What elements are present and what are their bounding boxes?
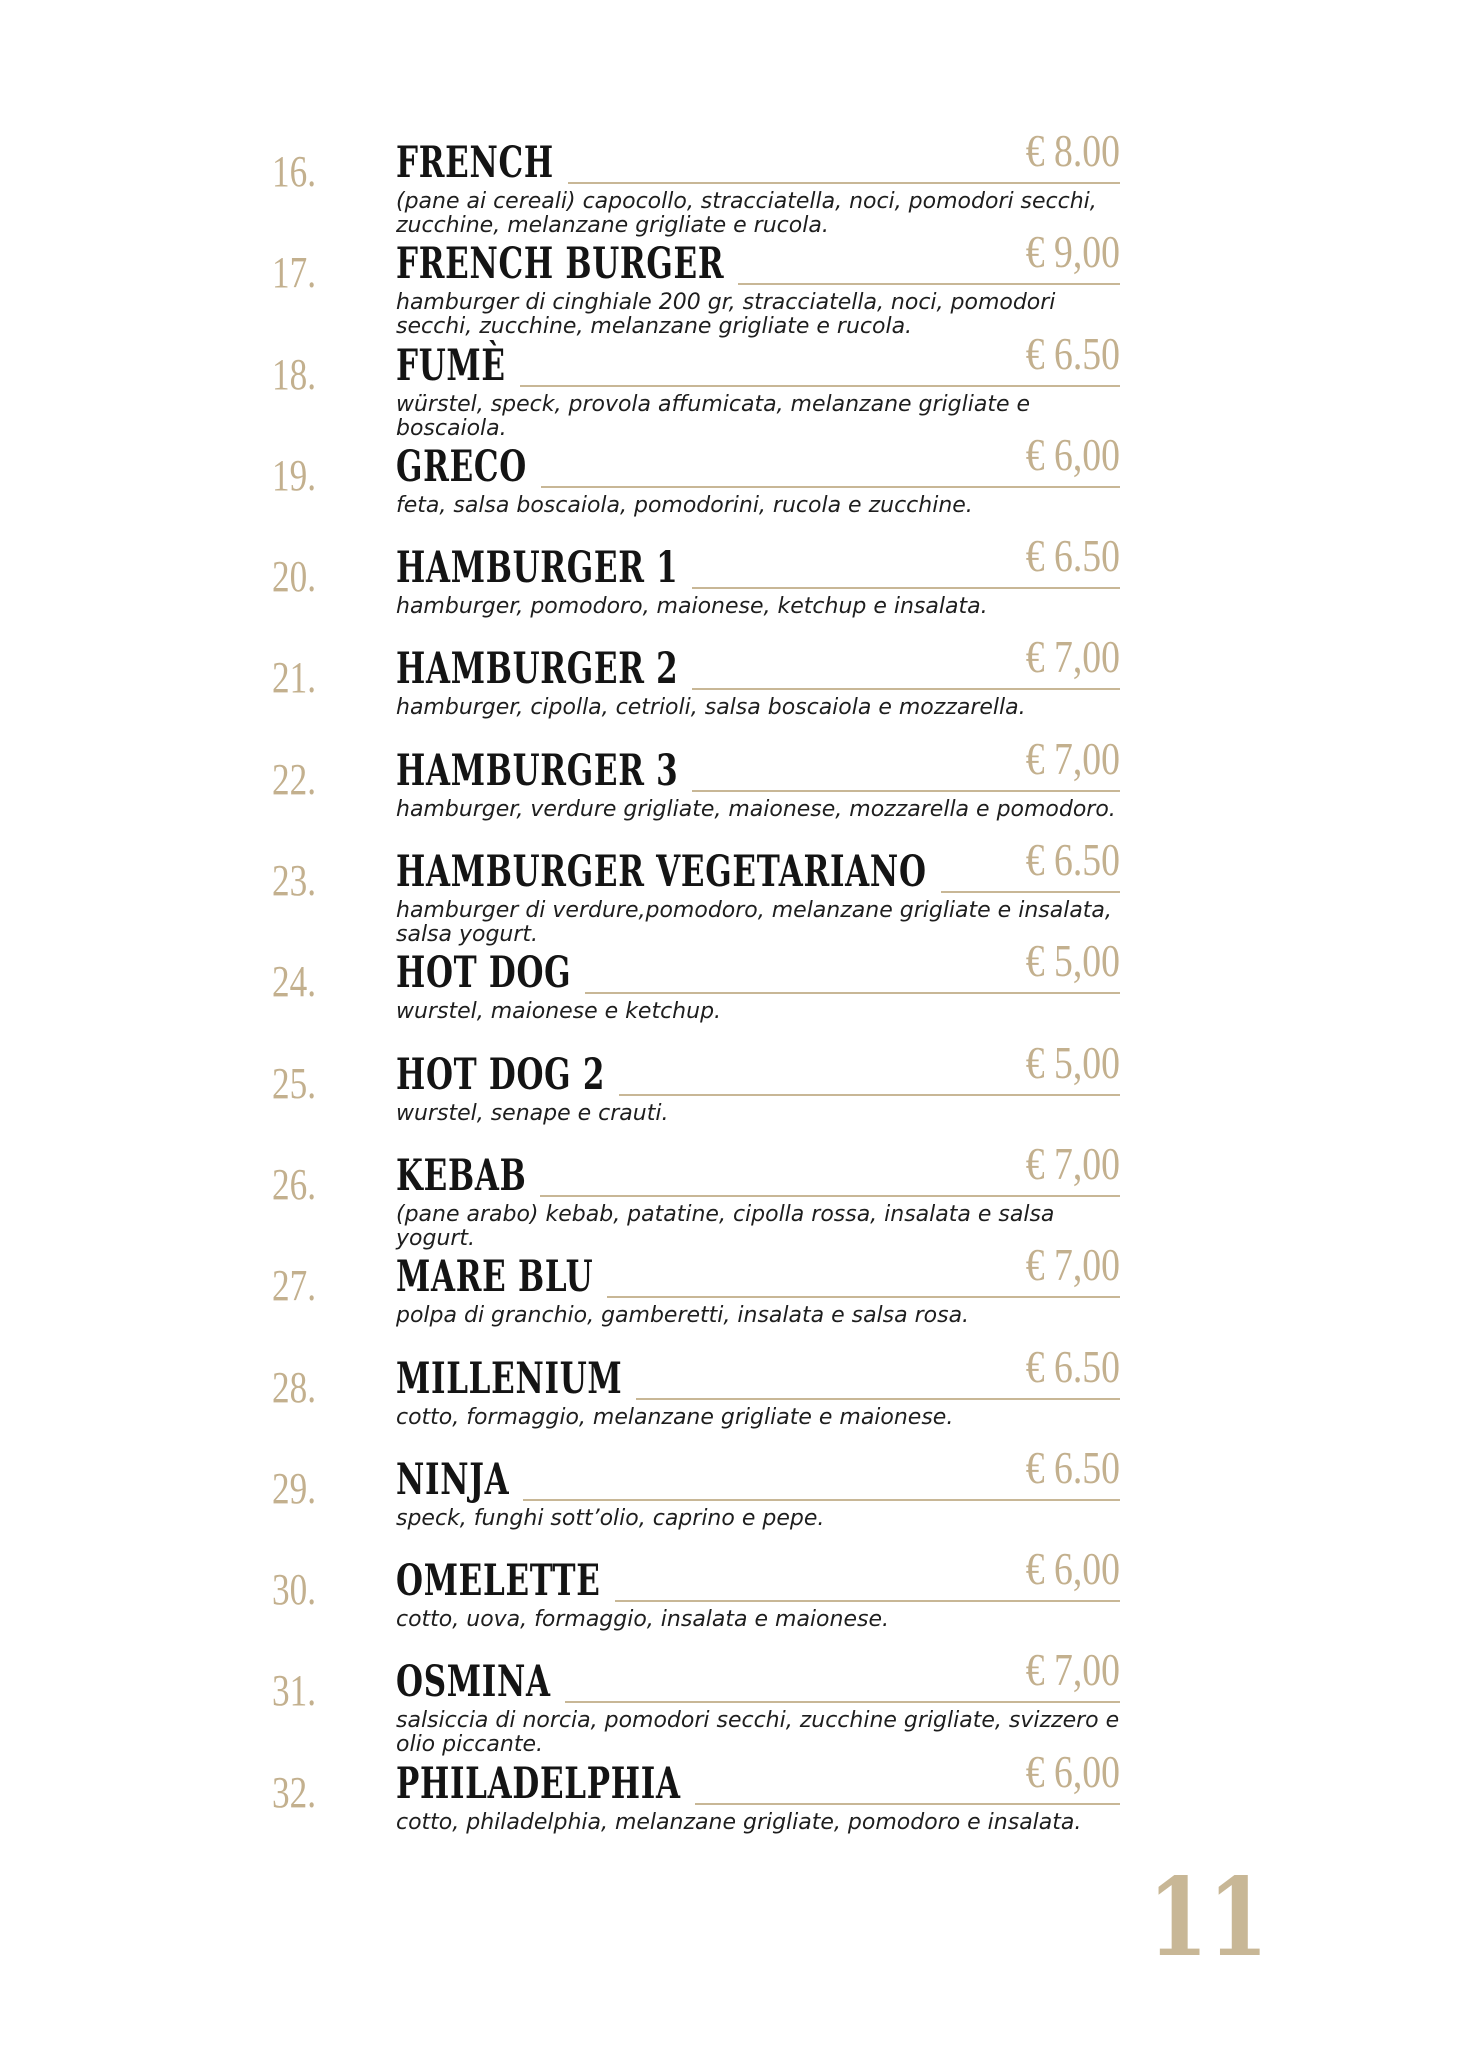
leader-rule <box>692 688 1120 690</box>
item-description: salsiccia di norcia, pomodori secchi, zucchine grigliate, svizzero e olio piccante. <box>396 1708 1120 1758</box>
item-description: wurstel, senape e crauti. <box>396 1100 669 1126</box>
item-price: € 7,00 <box>1025 631 1120 683</box>
item-number: 28. <box>272 1362 316 1412</box>
item-description: cotto, philadelphia, melanzane grigliate, pomodoro e insalata. <box>396 1809 1082 1835</box>
item-number: 26. <box>272 1159 316 1209</box>
item-number: 24. <box>272 957 316 1007</box>
item-description: hamburger di cinghiale 200 gr, stracciatella, noci, pomodori secchi, zucchine, melanzane grigliate e rucola. <box>396 290 1056 340</box>
item-price: € 6.50 <box>1025 530 1120 582</box>
item-price: € 7,00 <box>1025 1137 1120 1189</box>
leader-rule <box>565 1701 1120 1703</box>
menu-item <box>272 125 1120 238</box>
item-price: € 6.50 <box>1025 834 1120 886</box>
menu-item <box>272 530 1120 642</box>
item-price: € 7,00 <box>1025 732 1120 784</box>
leader-rule <box>520 385 1120 387</box>
item-description: polpa di granchio, gamberetti, insalata e salsa rosa. <box>396 1303 970 1329</box>
item-number: 23. <box>272 856 316 906</box>
item-name: GRECO <box>396 441 527 492</box>
leader-rule <box>541 486 1120 488</box>
item-price: € 7,00 <box>1025 1239 1120 1291</box>
item-name: HOT DOG 2 <box>396 1049 606 1100</box>
item-number: 29. <box>272 1463 316 1513</box>
leader-rule <box>636 1398 1120 1400</box>
item-number: 32. <box>272 1767 316 1817</box>
item-name: FUMÈ <box>396 340 506 391</box>
item-description: hamburger di verdure,pomodoro, melanzane grigliate e insalata, salsa yogurt. <box>396 898 1112 948</box>
item-price: € 9,00 <box>1025 226 1120 278</box>
leader-rule <box>568 182 1120 184</box>
item-description: cotto, formaggio, melanzane grigliate e maionese. <box>396 1404 954 1430</box>
item-name: HAMBURGER VEGETARIANO <box>396 847 927 898</box>
item-price: € 6.50 <box>1025 327 1120 379</box>
item-number: 19. <box>272 450 316 500</box>
menu-list <box>272 125 1120 1858</box>
leader-rule <box>619 1094 1120 1096</box>
menu-item <box>272 1543 1120 1655</box>
item-name: HAMBURGER 1 <box>396 543 679 594</box>
item-price: € 6.50 <box>1025 1441 1120 1493</box>
menu-item <box>272 327 1120 441</box>
leader-rule <box>540 1195 1120 1197</box>
item-number: 30. <box>272 1565 316 1615</box>
item-number: 21. <box>272 653 316 703</box>
item-number: 20. <box>272 552 316 602</box>
item-price: € 7,00 <box>1025 1644 1120 1696</box>
leader-rule <box>692 587 1120 589</box>
item-name: NINJA <box>396 1454 510 1505</box>
leader-rule <box>738 283 1120 285</box>
menu-item <box>272 428 1120 541</box>
item-price: € 5,00 <box>1025 935 1120 987</box>
item-description: cotto, uova, formaggio, insalata e maionese. <box>396 1607 889 1633</box>
leader-rule <box>585 992 1120 994</box>
item-name: HAMBURGER 2 <box>396 644 679 695</box>
item-description: wurstel, maionese e ketchup. <box>396 999 722 1025</box>
menu-item <box>272 1745 1120 1858</box>
item-number: 25. <box>272 1058 316 1108</box>
item-price: € 5,00 <box>1025 1036 1120 1088</box>
leader-rule <box>523 1499 1120 1501</box>
item-price: € 6,00 <box>1025 1543 1120 1595</box>
menu-item <box>272 1340 1120 1453</box>
item-number: 27. <box>272 1261 316 1311</box>
menu-item <box>272 1644 1120 1758</box>
item-description: hamburger, verdure grigliate, maionese, mozzarella e pomodoro. <box>396 796 1116 822</box>
menu-item <box>272 732 1120 845</box>
item-name: PHILADELPHIA <box>396 1758 681 1809</box>
item-description: hamburger, pomodoro, maionese, ketchup e insalata. <box>396 594 988 620</box>
leader-rule <box>941 891 1120 893</box>
item-description: feta, salsa boscaiola, pomodorini, rucola e zucchine. <box>396 492 973 518</box>
leader-rule <box>607 1296 1120 1298</box>
item-number: 18. <box>272 349 316 399</box>
item-name: KEBAB <box>396 1150 527 1201</box>
item-name: FRENCH <box>396 138 554 188</box>
menu-item <box>272 1137 1120 1251</box>
item-name: OMELETTE <box>396 1556 601 1607</box>
menu-item <box>272 1441 1120 1554</box>
item-number: 17. <box>272 248 316 298</box>
leader-rule <box>692 790 1120 792</box>
page-number: 11 <box>1147 1855 1268 1981</box>
item-name: OSMINA <box>396 1657 551 1708</box>
item-name: FRENCH BURGER <box>396 239 725 290</box>
menu-item <box>272 1239 1120 1351</box>
item-number: 16. <box>272 147 316 196</box>
item-description: (pane ai cereali) capocollo, stracciatella, noci, pomodori secchi, zucchine, melanzane grigliate e rucola. <box>396 189 1097 238</box>
item-price: € 6.50 <box>1025 1340 1120 1392</box>
item-price: € 8.00 <box>1025 125 1120 176</box>
menu-item <box>272 631 1120 743</box>
item-number: 22. <box>272 754 316 804</box>
item-price: € 6,00 <box>1025 1745 1120 1797</box>
menu-item <box>272 226 1120 340</box>
menu-item <box>272 935 1120 1047</box>
item-description: hamburger, cipolla, cetrioli, salsa boscaiola e mozzarella. <box>396 695 1026 721</box>
item-name: MILLENIUM <box>396 1353 623 1404</box>
item-description: würstel, speck, provola affumicata, melanzane grigliate e boscaiola. <box>396 391 1031 441</box>
leader-rule <box>615 1600 1120 1602</box>
item-name: HAMBURGER 3 <box>396 745 679 796</box>
menu-item <box>272 1036 1120 1149</box>
item-price: € 6,00 <box>1025 428 1120 480</box>
leader-rule <box>695 1803 1120 1805</box>
item-description: (pane arabo) kebab, patatine, cipolla rossa, insalata e salsa yogurt. <box>396 1201 1055 1251</box>
item-name: MARE BLU <box>396 1252 594 1303</box>
item-name: HOT DOG <box>396 948 572 999</box>
menu-item <box>272 834 1120 948</box>
item-number: 31. <box>272 1666 316 1716</box>
item-description: speck, funghi sott’olio, caprino e pepe. <box>396 1505 825 1531</box>
